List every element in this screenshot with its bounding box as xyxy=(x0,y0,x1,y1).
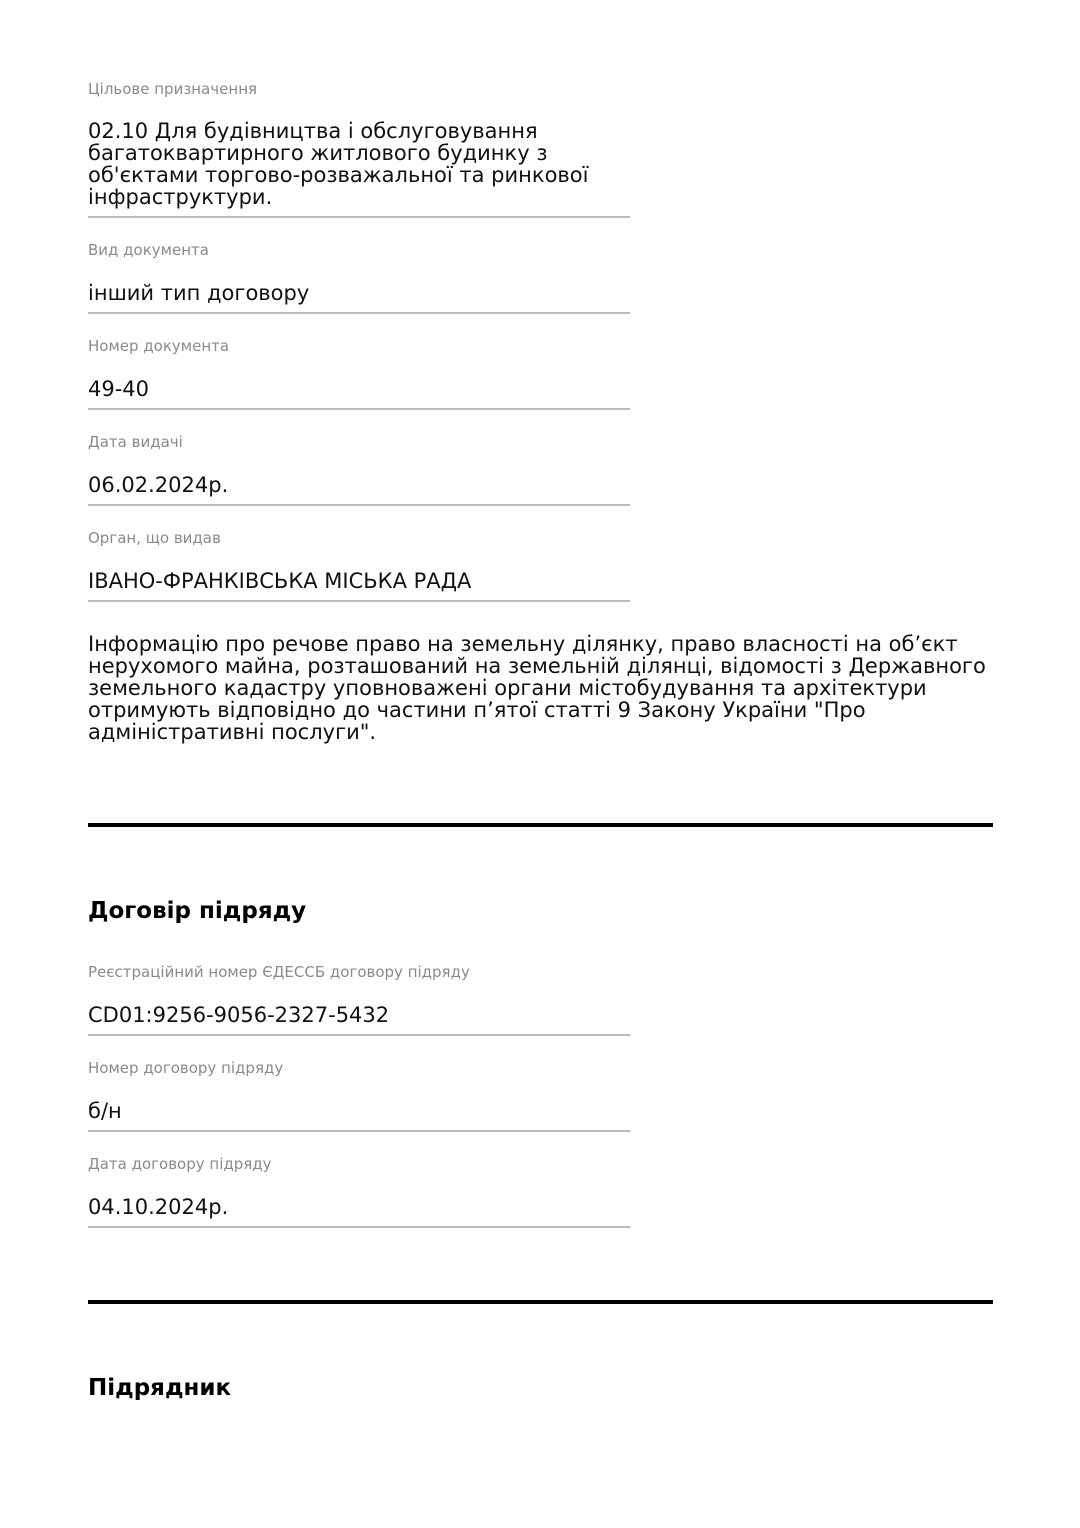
notice-line: адміністративні послуги". xyxy=(88,720,377,744)
field-value-line: 02.10 Для будівництва і обслуговування xyxy=(88,119,538,143)
field-label: Номер договору підряду xyxy=(88,1059,284,1077)
field-contract-number xyxy=(88,1059,630,1132)
notice-line: отримують відповідно до частини п’ятої статті 9 Закону України "Про xyxy=(88,698,866,722)
field-label: Цільове призначення xyxy=(88,80,258,98)
legal-notice xyxy=(88,633,993,743)
field-label: Реєстраційний номер ЄДЕССБ договору підряду xyxy=(88,963,470,981)
notice-line: земельного кадастру уповноважені органи містобудування та архітектури xyxy=(88,676,927,700)
field-value: ІВАНО-ФРАНКІВСЬКА МІСЬКА РАДА xyxy=(88,569,472,593)
field-issuing-authority xyxy=(88,529,630,602)
field-value: інший тип договору xyxy=(88,281,310,305)
section-title-contract: Договір підряду xyxy=(88,898,307,924)
field-contract-date xyxy=(88,1155,630,1228)
field-value: CD01:9256-9056-2327-5432 xyxy=(88,1003,390,1027)
field-value-line: об'єктами торгово-розважальної та ринкової xyxy=(88,163,589,187)
field-registration-number xyxy=(88,963,630,1036)
field-document-type xyxy=(88,241,630,314)
field-value: 04.10.2024р. xyxy=(88,1195,229,1219)
field-value: 06.02.2024р. xyxy=(88,473,229,497)
section-divider xyxy=(88,1300,993,1304)
notice-line: Інформацію про речове право на земельну ділянку, право власності на об’єкт xyxy=(88,632,958,656)
section-title-contractor: Підрядник xyxy=(88,1375,232,1401)
field-value-line: багатоквартирного житлового будинку з xyxy=(88,141,548,165)
field-purpose xyxy=(88,80,630,218)
field-label: Дата договору підряду xyxy=(88,1155,272,1173)
field-issue-date xyxy=(88,433,630,506)
section-divider xyxy=(88,823,993,827)
notice-line: нерухомого майна, розташований на земельній ділянці, відомості з Державного xyxy=(88,654,986,678)
field-value-line: інфраструктури. xyxy=(88,185,273,209)
field-document-number xyxy=(88,337,630,410)
field-value: б/н xyxy=(88,1099,122,1123)
field-label: Дата видачі xyxy=(88,433,183,451)
field-value: 49-40 xyxy=(88,377,150,401)
field-label: Вид документа xyxy=(88,241,209,259)
field-label: Номер документа xyxy=(88,337,230,355)
field-label: Орган, що видав xyxy=(88,529,221,547)
